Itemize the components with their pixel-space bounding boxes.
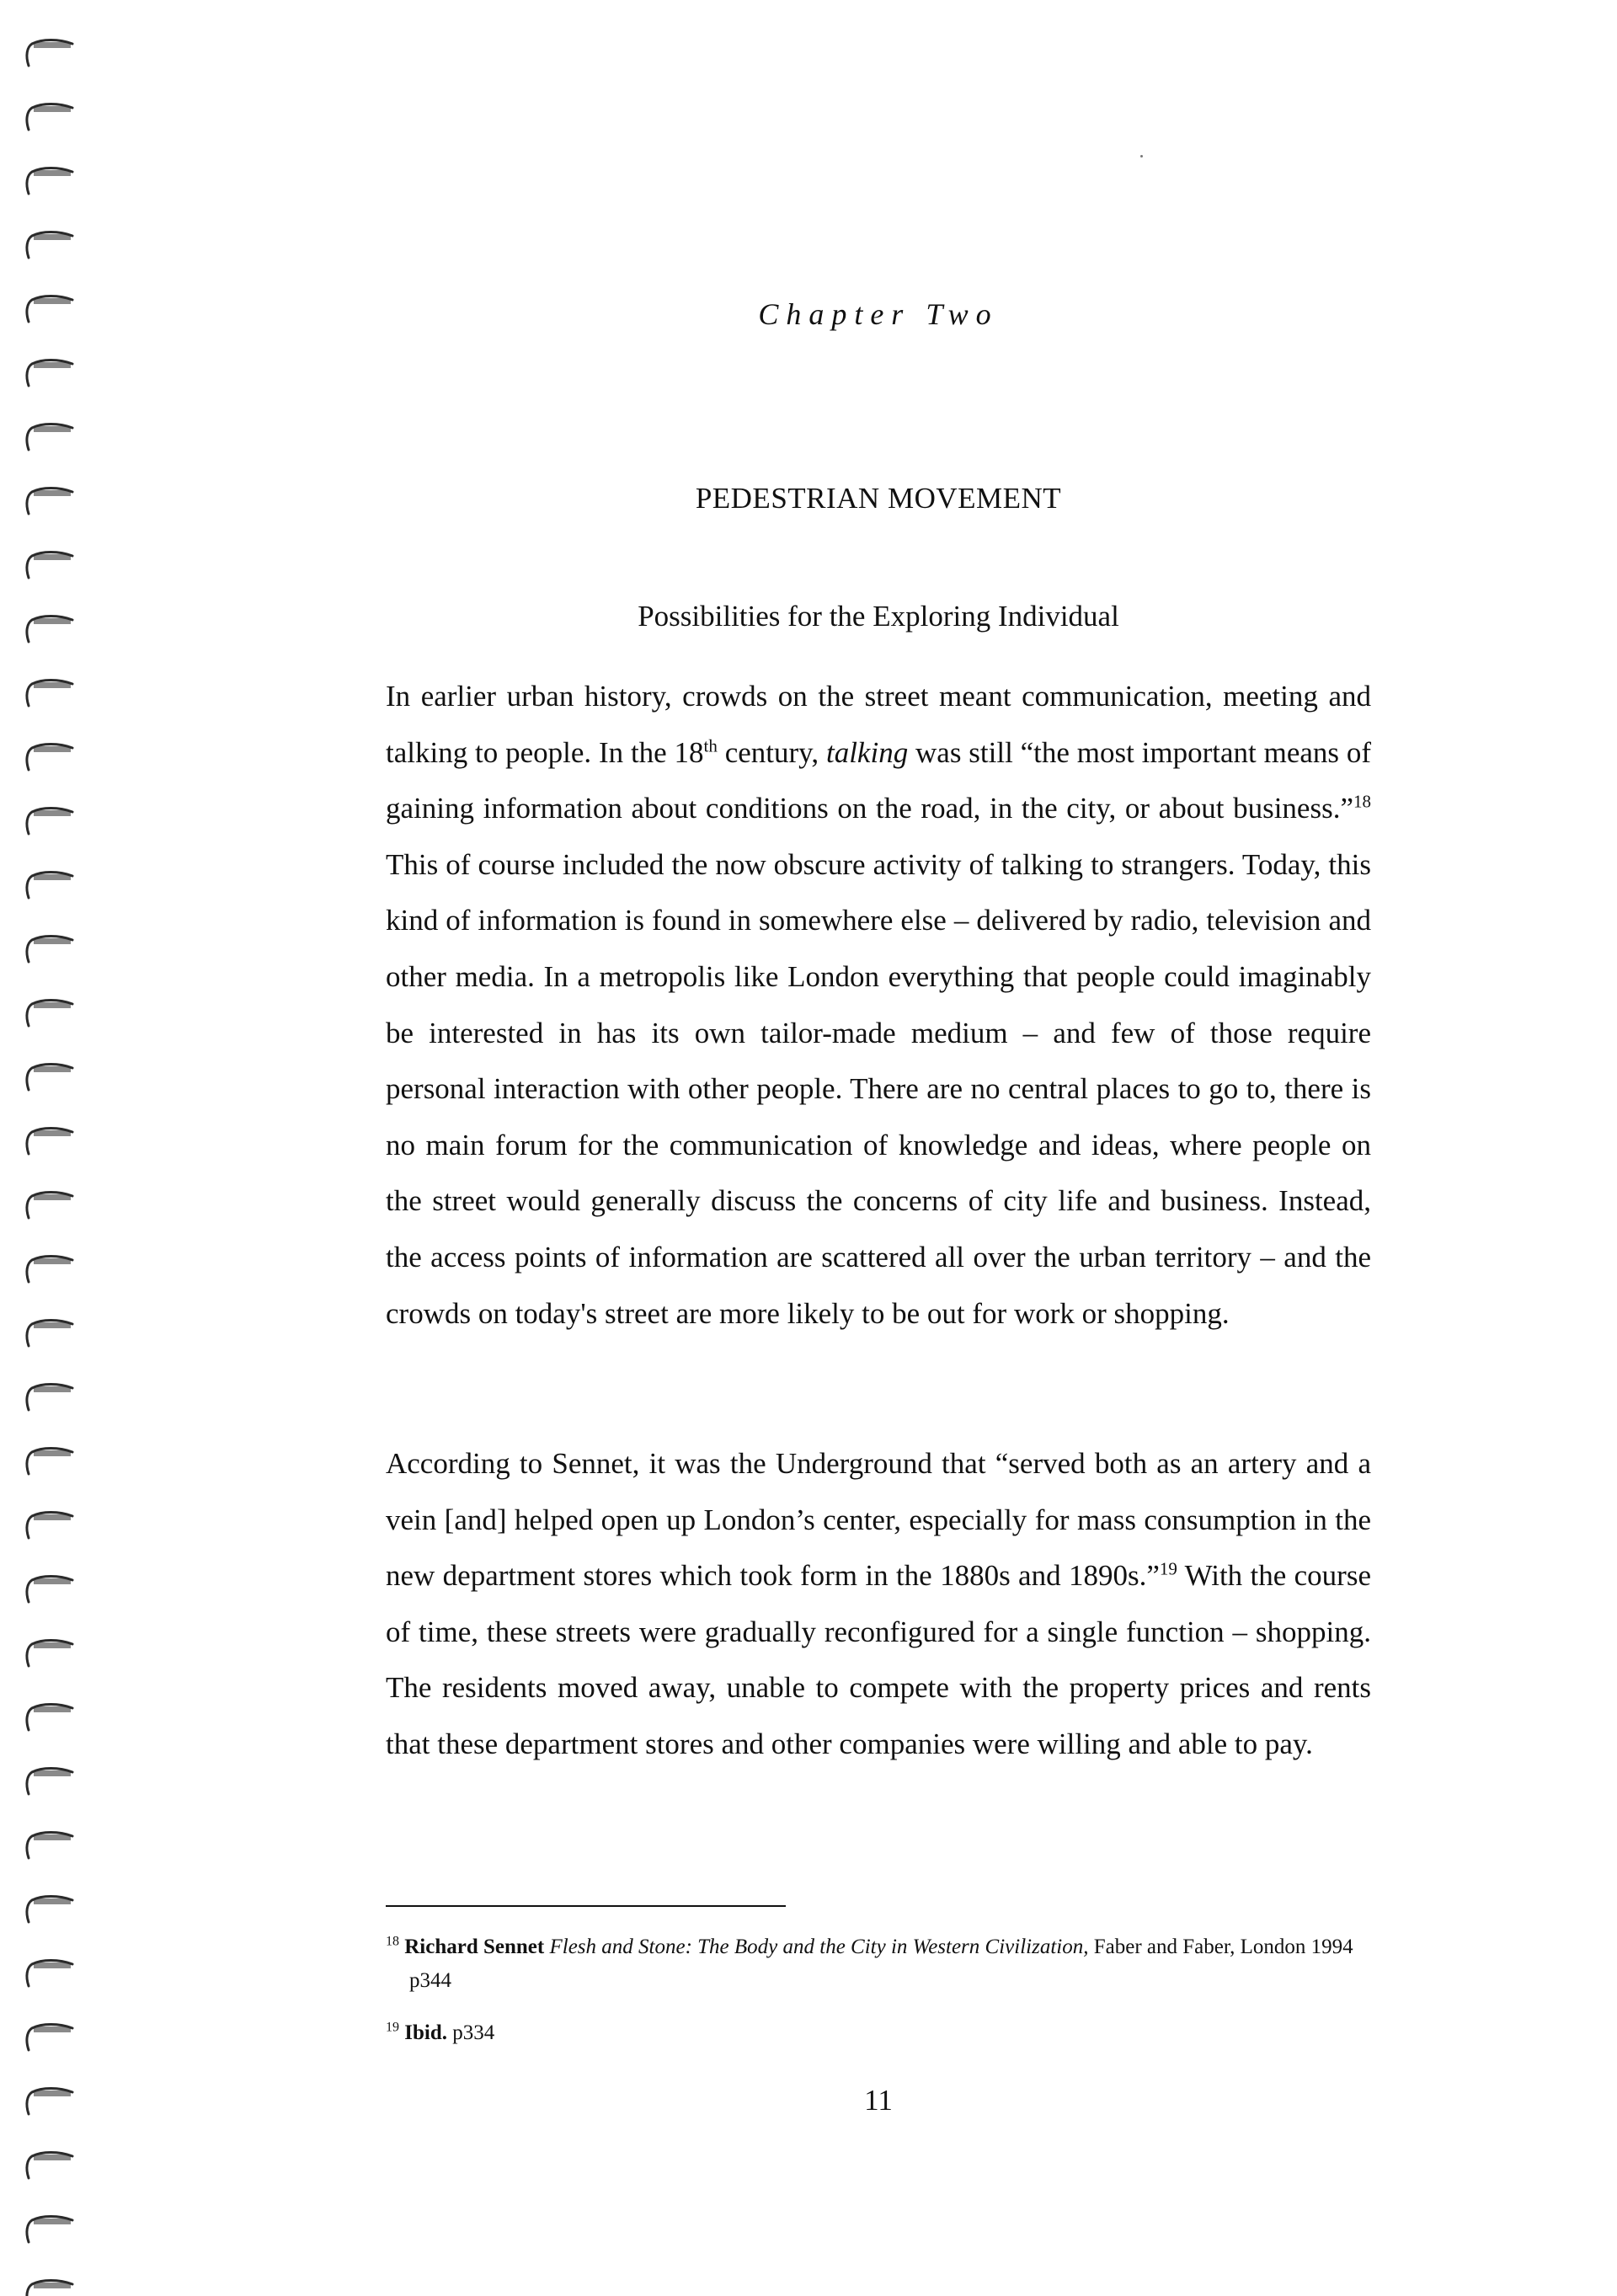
binding-ring	[27, 1385, 72, 1411]
chapter-label: Chapter Two	[758, 297, 999, 331]
binding-ring	[27, 873, 72, 899]
emphasis-talking: talking	[825, 735, 909, 769]
binding-ring	[27, 1833, 72, 1859]
binding-ring	[27, 104, 72, 131]
binding-ring	[27, 1065, 72, 1091]
footnote-divider	[386, 1905, 786, 1907]
binding-rings	[22, 0, 81, 2296]
page-number: 11	[864, 2084, 893, 2117]
binding-ring	[27, 2281, 72, 2296]
binding-ring	[27, 40, 72, 67]
binding-ring	[27, 1449, 72, 1475]
binding-ring	[27, 296, 72, 323]
binding-ring	[27, 553, 72, 579]
binding-ring	[27, 1577, 72, 1603]
binding-ring	[27, 1321, 72, 1347]
document-page	[386, 0, 1371, 2296]
binding-ring	[27, 2217, 72, 2243]
footnote-ref-19: 19	[1159, 1558, 1177, 1579]
binding-ring	[27, 360, 72, 387]
binding-ring	[27, 809, 72, 835]
binding-ring	[27, 1513, 72, 1539]
section-subtitle: Possibilities for the Exploring Individual	[638, 600, 1119, 633]
binding-ring	[27, 937, 72, 963]
section-title: PEDESTRIAN MOVEMENT	[695, 482, 1062, 515]
binding-ring	[27, 1705, 72, 1731]
footnote-18: $^{18}$ Richard Sennet Flesh and Stone: The Body and the City in Western Civilization, Faber and Faber, London 1994 p344	[386, 1934, 1353, 1992]
body-paragraph-2: According to Sennet, it was the Underground that “served both as an artery and a vein [and] helped open up London’s center, especially for mass consumption in the new department stores which took form in the 1880s and 1890s.”$^{19}$ With the course of time, these streets were gradually reconfigured for a single function – shopping. The residents moved away, unable to compete with the property prices and rents that these department stores and other companies were willing and able to pay.	[386, 1447, 1371, 1760]
binding-ring	[27, 617, 72, 643]
binding-ring	[27, 489, 72, 515]
binding-ring	[27, 2153, 72, 2179]
binding-ring	[27, 1769, 72, 1795]
binding-ring	[27, 1257, 72, 1283]
binding-ring	[27, 1961, 72, 1987]
binding-ring	[27, 2025, 72, 2051]
footnote-19: $^{19}$ Ibid. p334	[386, 2020, 495, 2044]
binding-ring	[27, 424, 72, 451]
footnote-ref-18: 18	[1353, 791, 1371, 812]
binding-ring	[27, 745, 72, 771]
body-paragraph-1: In earlier urban history, crowds on the street meant communication, meeting and talking to people. In the 18th century, talking was still “the most important means of gaining information about conditions on the road, in the city, or about business.”$^{18}$ This of course included the now obscure activity of talking to strangers. Today, this kind of information is found in somewhere else – delivered by radio, television and other media. In a metropolis like London everything that people could imaginably be interested in has its own tailor-made medium – and few of those require personal interaction with other people. There are no central places to go to, there is no main forum for the communication of knowledge and ideas, where people on the street would generally discuss the concerns of city life and business. Instead, the access points of information are scattered all over the urban territory – and the crowds on today's street are more likely to be out for work or shopping.	[386, 680, 1371, 1330]
spiral-binding	[22, 0, 81, 2296]
binding-ring	[27, 681, 72, 707]
binding-ring	[27, 232, 72, 259]
binding-ring	[27, 1129, 72, 1155]
binding-ring	[27, 2089, 72, 2115]
binding-ring	[27, 1897, 72, 1923]
binding-ring	[27, 1641, 72, 1667]
binding-ring	[27, 168, 72, 195]
binding-ring	[27, 1001, 72, 1027]
binding-ring	[27, 1193, 72, 1219]
